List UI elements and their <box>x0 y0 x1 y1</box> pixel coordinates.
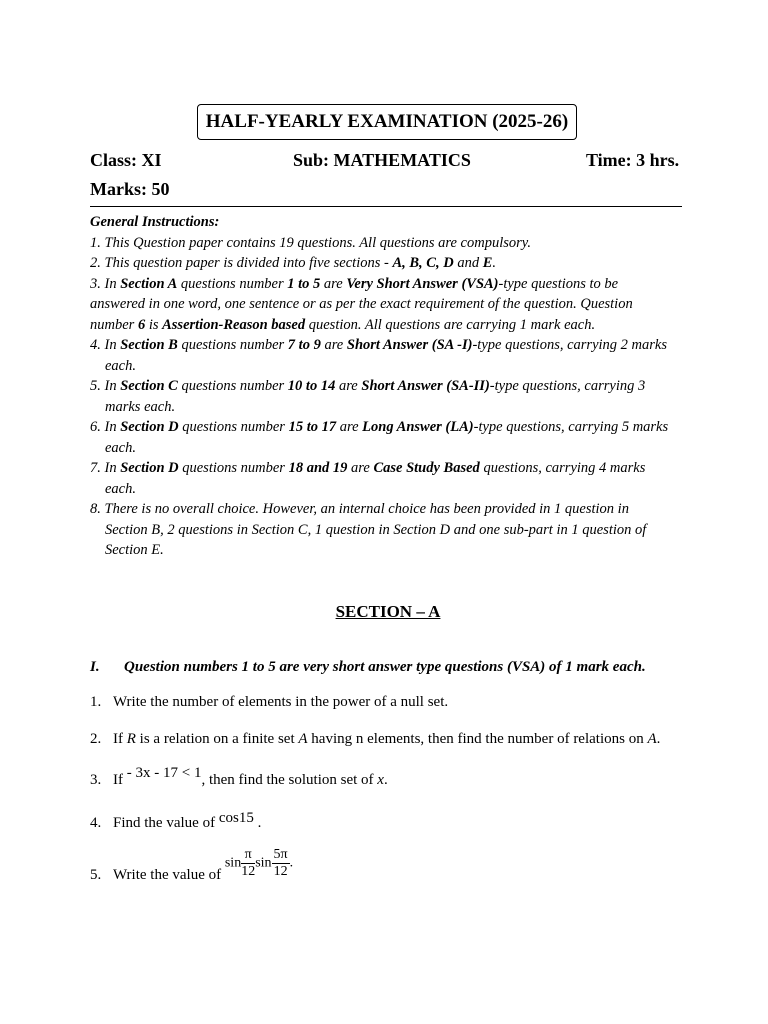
part-text: Question numbers 1 to 5 are very short answer type questions (VSA) of 1 mark each. <box>124 659 646 675</box>
instruction-5: 5. In Section C questions number 10 to 14 are Short Answer (SA-II)-type questions, carrying 3 marks each. <box>90 378 646 415</box>
question-3: 3. If - 3x - 17 < 1, then find the solution set of x. <box>90 765 388 788</box>
exam-title: HALF-YEARLY EXAMINATION (2025-26) <box>197 104 577 140</box>
inequality-expression: - 3x - 17 < 1 <box>126 765 202 781</box>
class-label: Class: XI <box>90 150 162 170</box>
header-divider <box>90 206 682 207</box>
general-instructions <box>90 212 670 561</box>
question-1: 1. Write the number of elements in the power of a null set. <box>90 694 449 710</box>
part-number: I. <box>90 659 100 675</box>
question-4: 4. Find the value of cos15 . <box>90 810 262 831</box>
section-a-title: SECTION – A <box>335 602 441 621</box>
instruction-3: 3. In Section A questions number 1 to 5 are Very Short Answer (VSA)-type questions to be answered in one word, one sentence or as per the exact requirement of the question. Question number 6 is Assertion-Reason based question. All questions are carrying 1 mark each. <box>90 275 633 333</box>
instruction-6: 6. In Section D questions number 15 to 17 are Long Answer (LA)-type questions, carrying 5 marks each. <box>90 419 669 456</box>
instruction-4: 4. In Section B questions number 7 to 9 are Short Answer (SA -I)-type questions, carrying 2 marks each. <box>90 337 667 374</box>
instruction-8: 8. There is no overall choice. However, an internal choice has been provided in 1 question in Section B, 2 questions in Section C, 1 question in Section D and one sub-part in 1 question of Section E. <box>90 501 647 558</box>
cos-expression: cos15 <box>218 810 254 826</box>
question-5: 5. Write the value of sin $\frac{\pi}{12}$ sin $\frac{5\pi}{12}$ . <box>90 847 294 883</box>
time-label: Time: 3 hrs. <box>586 150 680 170</box>
question-2: 2. If R is a relation on a finite set A having n elements, then find the number of relations on A. <box>90 731 661 747</box>
section-a-part-heading <box>90 659 646 676</box>
marks-label: Marks: 50 <box>90 179 170 199</box>
instruction-1: 1. This Question paper contains 19 questions. All questions are compulsory. <box>90 234 532 251</box>
subject-label: Sub: MATHEMATICS <box>293 150 471 170</box>
sine-product-expression: sin $\frac{\pi}{12}$ sin $\frac{5\pi}{12}$ . <box>224 847 294 879</box>
instruction-7: 7. In Section D questions number 18 and 19 are Case Study Based questions, carrying 4 marks each. <box>90 460 646 497</box>
instruction-2: 2. This question paper is divided into five sections - A, B, C, D and E. <box>90 255 497 271</box>
instructions-heading: General Instructions: <box>90 214 220 230</box>
